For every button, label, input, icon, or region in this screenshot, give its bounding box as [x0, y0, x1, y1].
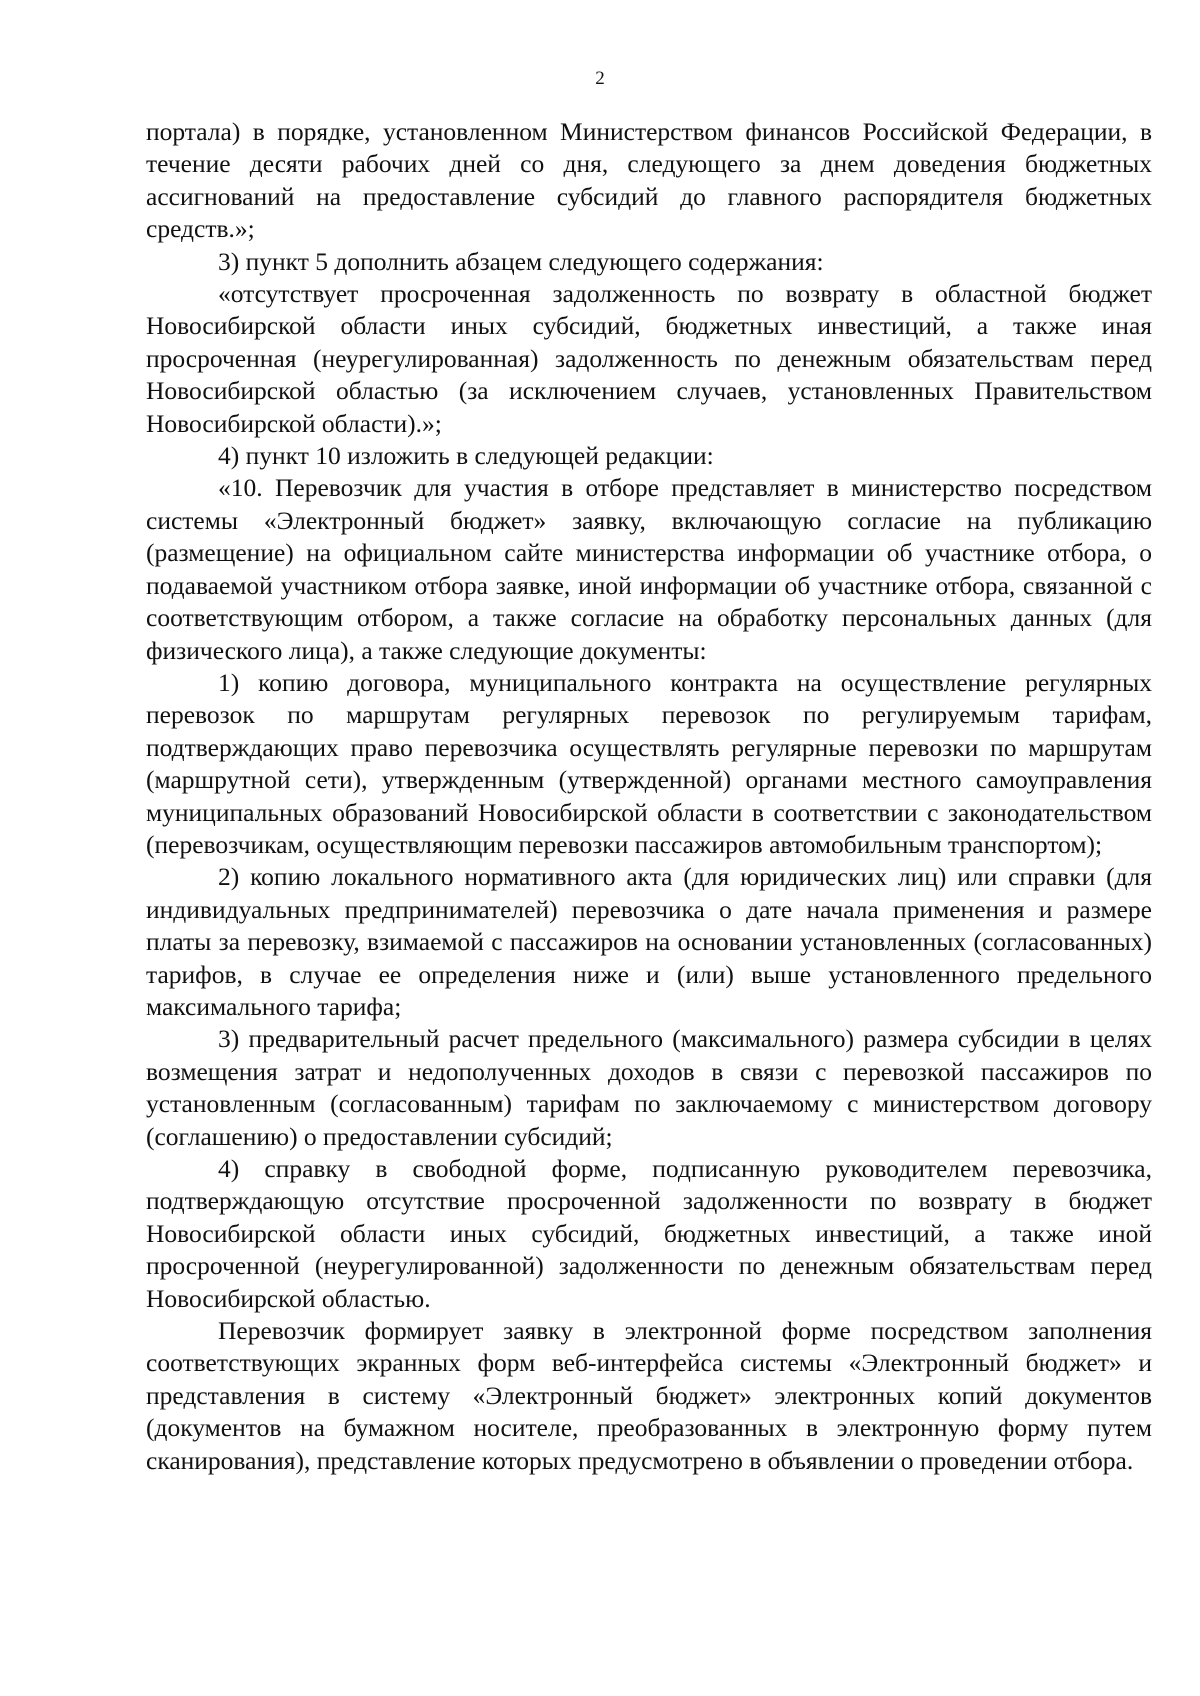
paragraph-7: 2) копию локального нормативного акта (для юридических лиц) или справки (для индивидуальных предпринимателей) перевозчика о дате начала применения и размере платы за перевозку, взимаемой с пассажиров на основании установленных (согласованных) тарифов, в случае ее определения ниже и (или) выше установленного предельного максимального тарифа; — [146, 862, 1152, 1021]
paragraph-5: «10. Перевозчик для участия в отборе представляет в министерство посредством системы «Электронный бюджет» заявку, включающую согласие на публикацию (размещение) на официальном сайте министерства информации об участнике отбора, о подаваемой участником отбора заявке, иной информации об участнике отбора, связанной с соответствующим отбором, а также согласие на обработку персональных данных (для физического лица), а также следующие документы: — [146, 473, 1152, 665]
document-body — [146, 116, 1152, 1477]
paragraph-2: 3) пункт 5 дополнить абзацем следующего содержания: — [218, 246, 824, 276]
paragraph-1: портала) в порядке, установленном Министерством финансов Российской Федерации, в течение десяти рабочих дней со дня, следующего за днем доведения бюджетных ассигнований на предоставление субсидий до главного распорядителя бюджетных средств.»; — [146, 117, 1152, 244]
paragraph-8: 3) предварительный расчет предельного (максимального) размера субсидии в целях возмещения затрат и недополученных доходов в связи с перевозкой пассажиров по установленным (согласованным) тарифам по заключаемому с министерством договору (соглашению) о предоставлении субсидий; — [146, 1024, 1152, 1151]
paragraph-6: 1) копию договора, муниципального контракта на осуществление регулярных перевозок по маршрутам регулярных перевозок по регулируемым тарифам, подтверждающих право перевозчика осуществлять регулярные перевозки по маршрутам (маршрутной сети), утвержденным (утвержденной) органами местного самоуправления муниципальных образований Новосибирской области в соответствии с законодательством (перевозчикам, осуществляющим перевозки пассажиров автомобильным транспортом); — [146, 667, 1152, 859]
paragraph-10: Перевозчик формирует заявку в электронной форме посредством заполнения соответствующих экранных форм веб-интерфейса системы «Электронный бюджет» и представления в систему «Электронный бюджет» электронных копий документов (документов на бумажном носителе, преобразованных в электронную форму путем сканирования), представление которых предусмотрено в объявлении о проведении отбора. — [146, 1316, 1152, 1475]
paragraph-3: «отсутствует просроченная задолженность по возврату в областной бюджет Новосибирской области иных субсидий, бюджетных инвестиций, а также иная просроченная (неурегулированная) задолженность по денежным обязательствам перед Новосибирской областью (за исключением случаев, установленных Правительством Новосибирской области).»; — [146, 279, 1152, 438]
page-number: 2 — [595, 68, 605, 89]
paragraph-9: 4) справку в свободной форме, подписанную руководителем перевозчика, подтверждающую отсутствие просроченной задолженности по возврату в бюджет Новосибирской области иных субсидий, бюджетных инвестиций, а также иной просроченной (неурегулированной) задолженности по денежным обязательствам перед Новосибирской областью. — [146, 1154, 1152, 1313]
paragraph-4: 4) пункт 10 изложить в следующей редакции: — [218, 441, 714, 471]
